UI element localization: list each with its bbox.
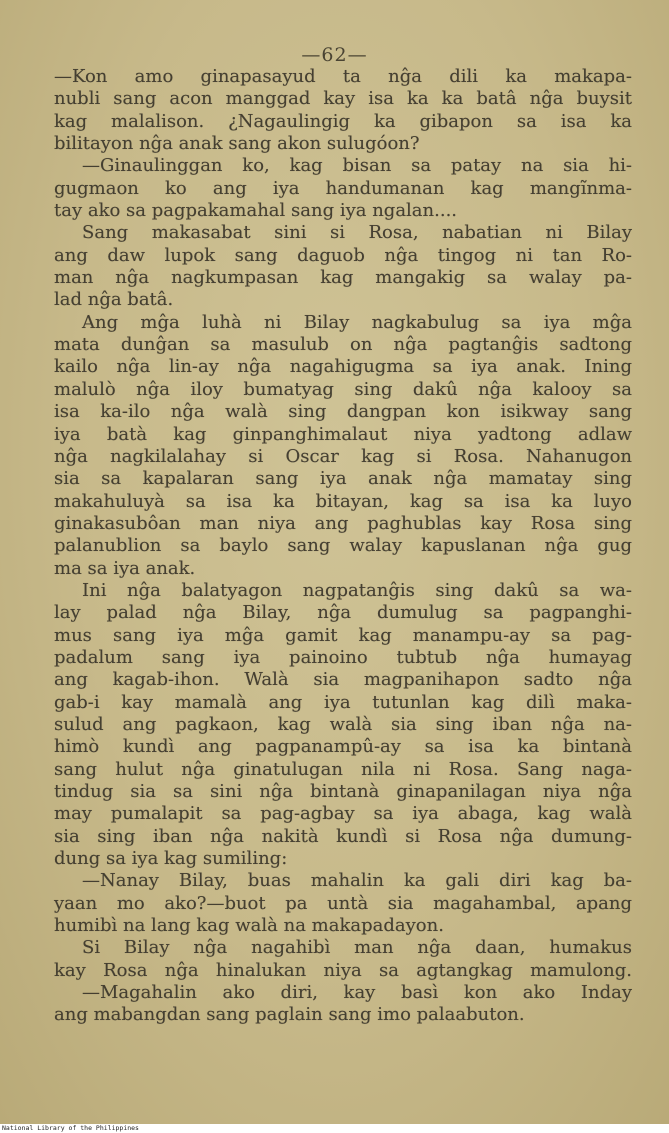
text-line: Ang mĝa luhà ni Bilay nagkabulug sa iya mĝa [82,311,632,333]
text-line: humibì na lang kag walà na makapadayon. [54,915,444,937]
text-line: nubli sang acon manggad kay isa ka ka batâ nĝa buysit [54,88,632,110]
text-line: tindug sia sa sini nĝa bintanà ginapanilagan niya nĝa [54,781,632,802]
page-number: —62— [301,44,368,66]
text-line: Ini nĝa balatyagon nagpatanĝis sing dakû sa wa- [82,579,632,601]
text-line: —Magahalin ako diri, kay basì kon ako Inday [82,982,632,1004]
text-line: makahuluyà sa isa ka bitayan, kag sa isa ka luyo [54,490,632,512]
text-line: —Kon amo ginapasayud ta nĝa dili ka makapa- [54,66,632,87]
text-line: himò kundì ang pagpanampû-ay sa isa ka bintanà [54,736,632,758]
text-line: ang kagab-ihon. Walà sia magpanihapon sadto nĝa [54,669,632,691]
text-line: isa ka-ilo nĝa walà sing dangpan kon isikway sang [54,401,632,423]
text-line: lad nĝa batâ. [54,289,174,311]
text-line: —Nanay Bilay, buas mahalin ka gali diri kag ba- [82,870,632,892]
text-line: sulud ang pagkaon, kag walà sia sing iban nĝa na- [54,713,632,735]
text-line: kag malalison. ¿Nagaulingig ka gibapon sa isa ka [54,110,632,132]
text-line: ma sa iya anak. [54,557,196,579]
text-line: Sang makasabat sini si Rosa, nabatian ni Bilay [82,222,632,244]
text-line: sia sing iban nĝa nakità kundì si Rosa nĝa dumung- [54,825,632,847]
text-line: may pumalapit sa pag-agbay sa iya abaga, kag walà [54,803,632,825]
text-line: —Ginaulinggan ko, kag bisan sa patay na sia hi- [82,155,632,177]
text-line: sia sa kapalaran sang iya anak nĝa mamatay sing [54,468,632,490]
text-line: kailo nĝa lin-ay nĝa nagahigugma sa iya anak. Ining [54,356,632,378]
text-line: man nĝa nagkumpasan kag mangakig sa walay pa- [54,267,632,289]
text-line: mata dunĝan sa masulub on nĝa pagtanĝis sadtong [54,334,632,356]
text-line: kay Rosa nĝa hinalukan niya sa agtangkag mamulong. [54,959,632,981]
footer-bar [0,1124,669,1133]
text-line: bilitayon nĝa anak sang akon sulugóon? [54,133,420,155]
text-line: ang mabangdan sang paglain sang imo palaabuton. [54,1004,525,1026]
text-line: ang daw lupok sang daguob nĝa tingog ni tan Ro- [54,244,632,266]
body-text [54,66,632,1027]
text-line: gab-i kay mamalà ang iya tutunlan kag dilì maka- [54,691,632,713]
text-line: ginakasubôan man niya ang paghublas kay Rosa sing [54,512,632,534]
text-line: yaan mo ako?—buot pa untà sia magahambal, apang [54,892,632,914]
text-line: Si Bilay nĝa nagahibì man nĝa daan, humakus [82,937,632,959]
text-line: palanublion sa baylo sang walay kapuslanan nĝa gug [54,535,632,557]
text-line: dung sa iya kag sumiling: [54,848,288,870]
footer-credit: National Library of the Philippines [2,1124,139,1132]
text-line: sang hulut nĝa ginatulugan nila ni Rosa. Sang naga- [54,758,632,780]
text-line: nĝa nagkilalahay si Oscar kag si Rosa. Nahanugon [54,445,632,467]
text-line: tay ako sa pagpakamahal sang iya ngalan.... [54,200,458,222]
text-line: lay palad nĝa Bilay, nĝa dumulug sa pagpanghi- [54,602,632,624]
text-line: malulò nĝa iloy bumatyag sing dakû nĝa kalooy sa [54,378,632,400]
text-line: iya batà kag ginpanghimalaut niya yadtong adlaw [54,423,632,445]
text-line: mus sang iya mĝa gamit kag manampu-ay sa pag- [54,624,632,646]
text-line: padalum sang iya painoino tubtub nĝa humayag [54,646,632,668]
text-line: gugmaon ko ang iya handumanan kag mangĩnma- [54,177,632,199]
